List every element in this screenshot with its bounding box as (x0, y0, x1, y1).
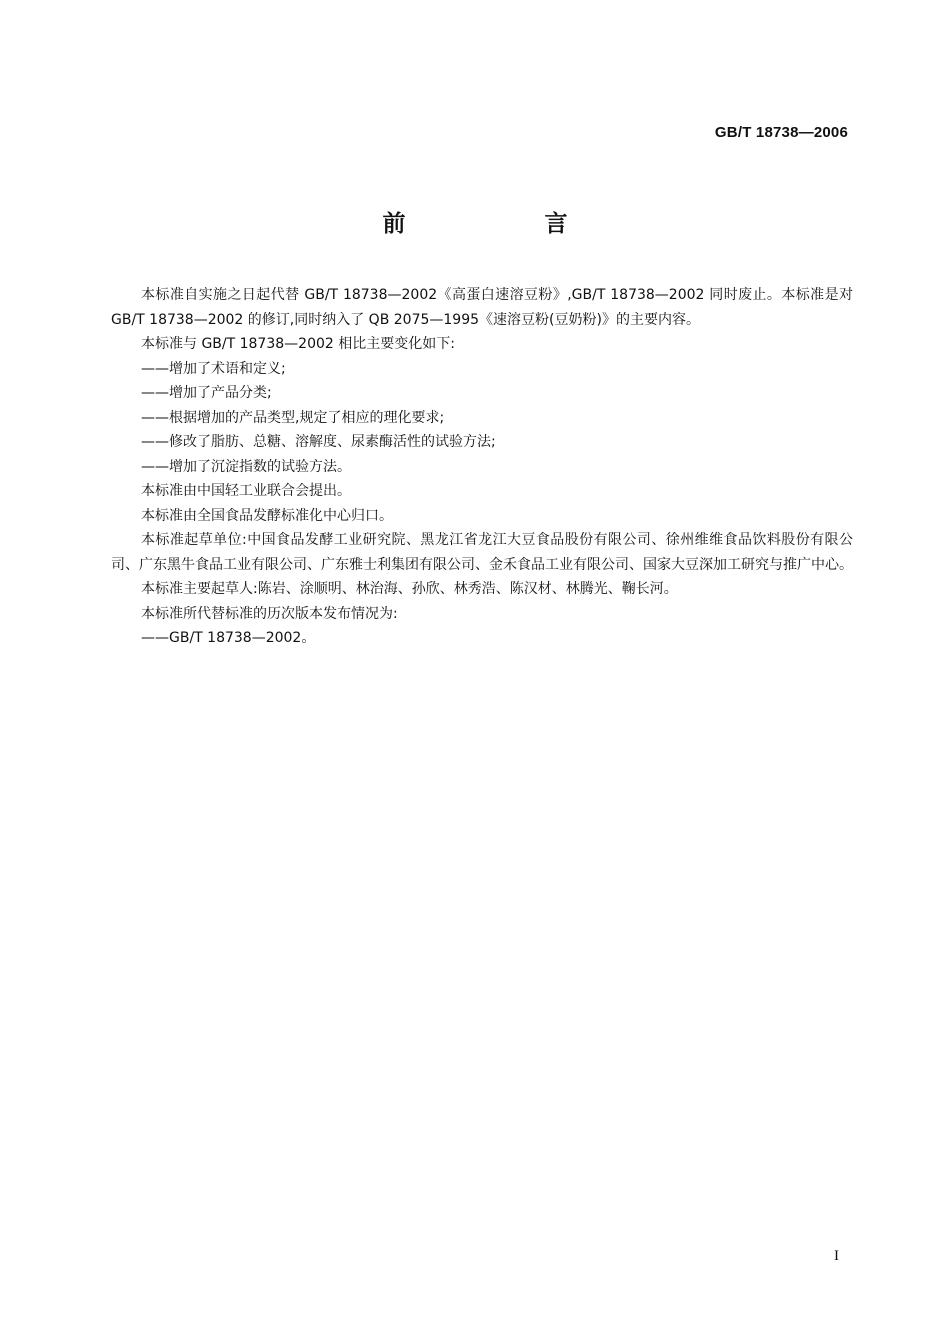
page-number: I (834, 1248, 839, 1264)
paragraph-administrator: 本标准由全国食品发酵标准化中心归口。 (141, 507, 393, 524)
section-title: 前 言 (382, 211, 626, 237)
change-item: ——增加了沉淀指数的试验方法。 (141, 458, 351, 475)
foreword-body (111, 283, 853, 651)
change-item: ——增加了产品分类; (141, 385, 272, 401)
change-item: ——增加了术语和定义; (141, 360, 286, 377)
history-item: ——GB/T 18738—2002。 (141, 630, 316, 646)
paragraph-replacement-note: 本标准自实施之日起代替 GB/T 18738—2002《高蛋白速溶豆粉》,GB/T 18738—2002 同时废止。本标准是对 GB/T 18738—2002 的修订,同时纳入了 QB 2075—1995《速溶豆粉(豆奶粉)》的主要内容。 (111, 287, 853, 328)
paragraph-history-intro: 本标准所代替标准的历次版本发布情况为: (141, 605, 398, 622)
paragraph-drafters: 本标准主要起草人:陈岩、涂顺明、林治海、孙欣、林秀浩、陈汉材、林腾光、鞠长河。 (141, 581, 678, 597)
paragraph-changes-intro: 本标准与 GB/T 18738—2002 相比主要变化如下: (141, 336, 455, 352)
change-item: ——根据增加的产品类型,规定了相应的理化要求; (141, 409, 445, 426)
standard-code: GB/T 18738—2006 (714, 124, 848, 141)
change-item: ——修改了脂肪、总糖、溶解度、尿素酶活性的试验方法; (141, 434, 496, 450)
paragraph-drafting-units: 本标准起草单位:中国食品发酵工业研究院、黑龙江省龙江大豆食品股份有限公司、徐州维维食品饮料股份有限公司、广东黑牛食品工业有限公司、广东雅士利集团有限公司、金禾食品工业有限公司、国家大豆深加工研究与推广中心。 (111, 532, 853, 573)
paragraph-proposer: 本标准由中国轻工业联合会提出。 (141, 483, 351, 499)
